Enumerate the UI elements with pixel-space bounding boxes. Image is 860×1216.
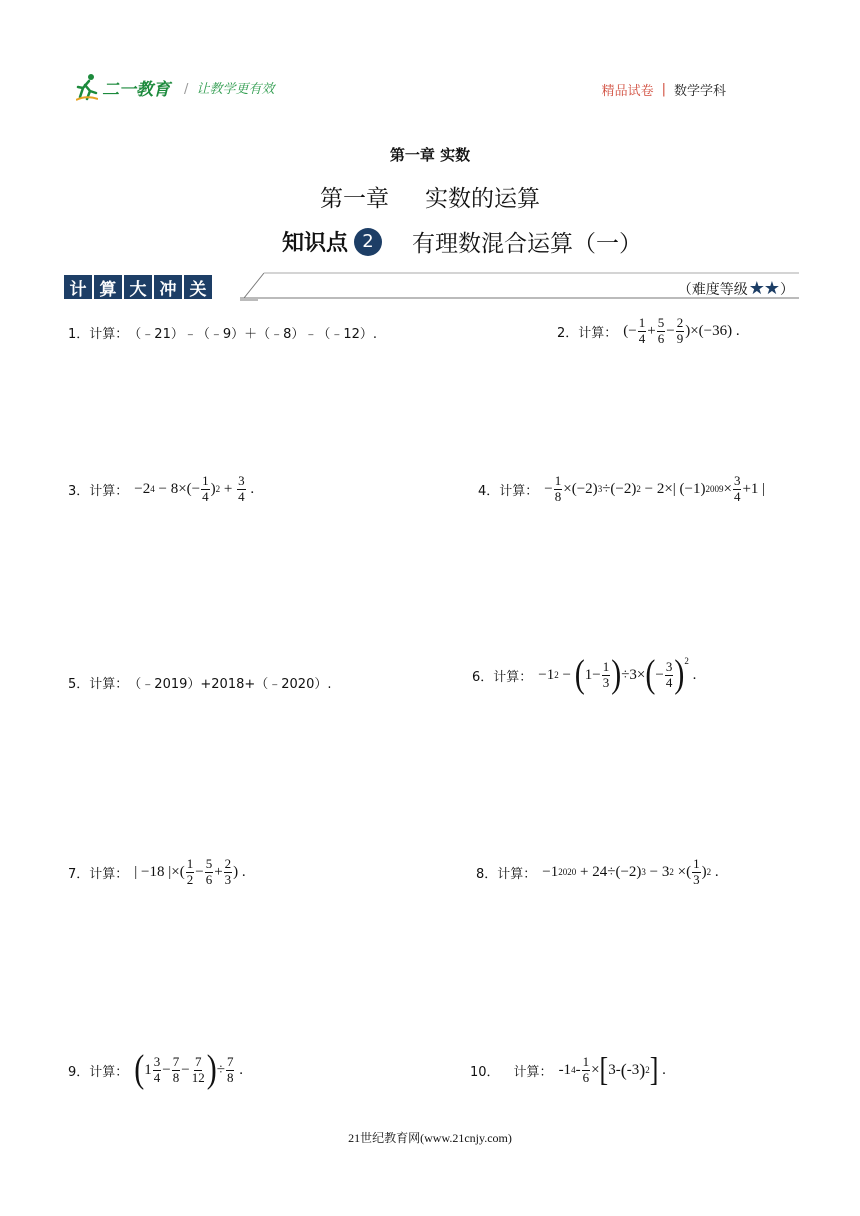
problem-2 [557, 316, 740, 347]
problem-expression: | −18 |×( $\frac{1}{2}$ − $\frac{5}{6}$ + $\frac{2}{3}$ ) . [134, 856, 246, 887]
section-banner [64, 275, 214, 299]
logo [76, 70, 275, 104]
problem-label: 计算： [89, 677, 129, 692]
chapter-heading: 第一章 实数 [389, 146, 471, 164]
problem-label: 计算： [499, 483, 539, 499]
problem-expression: − $\frac{1}{8}$ ×(−2) 3 ÷(−2) 2 − 2×| (−1) 2009 × $\frac{3}{4}$ +1 | [544, 473, 766, 504]
problem-expression: −2 4 − 8×(− $\frac{1}{4}$ ) 2 + $\frac{3}{4}$ . [134, 473, 255, 504]
problem-expression: （﹣21）﹣（﹣9）＋（﹣8）﹣（﹣12）. [128, 327, 378, 342]
slogan-separator: / [184, 81, 189, 97]
chapter-title [0, 180, 860, 213]
problem-expression: (− $\frac{1}{4}$ + $\frac{5}{6}$ − $\frac{2}{9}$ )×(−36) . [623, 315, 740, 346]
problem-7 [68, 857, 246, 888]
problem-expression: ( 1 $\frac{3}{4}$ − $\frac{7}{8}$ − $\frac{7}{12}$ ) ÷ $\frac{7}{8}$ . [134, 1048, 243, 1092]
problem-label: 计算： [89, 327, 129, 342]
problem-number: 2． [557, 325, 579, 341]
knowledge-point-name: 有理数混合运算（一） [412, 231, 643, 256]
problem-expression: −1 2 − ( 1− $\frac{1}{3}$ ) ÷3× ( − $\frac{3}{4}$ ) $^2$ . [538, 653, 697, 697]
footer: 21世纪教育网(www.21cnjy.com) [348, 1131, 512, 1145]
problem-label: 计算： [493, 669, 533, 685]
problem-number: 1． [68, 327, 90, 342]
chapter-title-number: 第一章 [320, 186, 389, 211]
banner-char: 关 [184, 275, 212, 299]
slogan: 让教学更有效 [196, 81, 275, 97]
problem-label: 计算： [497, 866, 537, 882]
problem-6 [472, 653, 697, 697]
problem-9 [68, 1048, 243, 1092]
chapter-title-name: 实数的运算 [425, 186, 540, 211]
problem-number: 7． [68, 866, 90, 882]
problem-label: 计算： [89, 866, 129, 882]
problem-expression: −1 2020 + 24÷(−2) 3 − 3 2 ×( $\frac{1}{3}$ ) 2 . [542, 856, 719, 887]
problem-number: 8． [476, 866, 498, 882]
banner-char: 冲 [154, 275, 182, 299]
problem-label: 计算： [89, 483, 129, 499]
banner-char: 计 [64, 275, 92, 299]
problem-expression: （﹣2019）+2018+（﹣2020）. [128, 677, 332, 692]
problem-number: 5． [68, 677, 90, 692]
problem-number: 10． [470, 1064, 500, 1080]
problem-4 [478, 474, 765, 505]
knowledge-point-label: 知识点 [282, 231, 349, 256]
problem-label: 计算： [578, 325, 618, 341]
header-tags [602, 80, 726, 99]
knowledge-point-number-badge: 2 [354, 228, 382, 256]
star-icon: ★★ [748, 278, 779, 299]
difficulty-level: （难度等级 ★★ ） [677, 278, 794, 299]
problem-3 [68, 474, 254, 505]
problem-label: 计算： [513, 1064, 553, 1080]
problem-number: 6． [472, 669, 494, 685]
problem-number: 3． [68, 483, 90, 499]
problem-1 [68, 323, 377, 342]
problem-10 [470, 1050, 666, 1089]
tag-paper: 精品试卷 [601, 84, 654, 99]
logo-text: 二一教育 [102, 79, 170, 100]
runner-logo-icon [76, 73, 98, 101]
problem-8 [476, 857, 719, 888]
banner-char: 大 [124, 275, 152, 299]
problem-label: 计算： [89, 1064, 129, 1080]
knowledge-point-title [282, 225, 642, 258]
banner-char: 算 [94, 275, 122, 299]
problem-5 [68, 673, 331, 692]
problem-expression: -1 4 - $\frac{1}{6}$ × [ 3- ( -3 ) 2 ] . [558, 1050, 666, 1089]
problem-number: 9． [68, 1064, 90, 1080]
problem-number: 4． [478, 483, 500, 499]
tag-separator: | [661, 82, 666, 97]
tag-subject: 数学学科 [673, 84, 726, 99]
